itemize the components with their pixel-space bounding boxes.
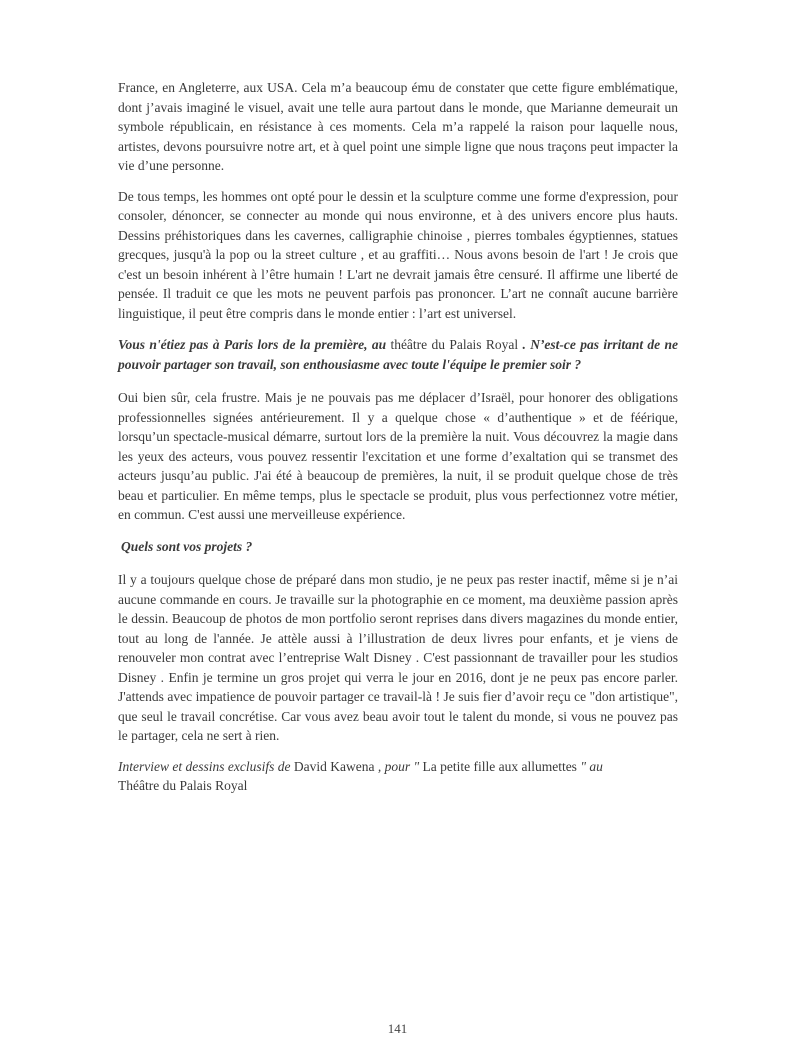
interview-credits xyxy=(118,757,678,796)
credits-prefix: Interview et dessins exclusifs de xyxy=(118,758,291,774)
credits-venue: Théâtre du Palais Royal xyxy=(118,778,248,793)
page-number: 141 xyxy=(387,1021,408,1036)
paragraph-reponse-premiere: Oui bien sûr, cela frustre. Mais je ne pouvais pas me déplacer d’Israël, pour honorer des obligations professionnelles signées antérieurement. Il y a quelque chose « d’authentique » et de féérique, lorsqu’un spectacle-musical démarre, surtout lors de la première la nuit. Vous découvrez la magie dans les yeux des acteurs, vous pouvez ressentir l'excitation et une forme d’exaltation qui se transmet des acteurs jusqu’au public. J'ai été à beaucoup de premières, la nuit, il se produit quelque chose de très beau et particulier. En même temps, plus le spectacle se produit, plus vous perfectionnez votre métier, en commun. C'est aussi une merveilleuse expérience. xyxy=(118,390,678,522)
paragraph-projets: Il y a toujours quelque chose de préparé dans mon studio, je ne peux pas rester inactif, même si je n’ai aucune commande en cours. Je travaille sur la photographie en ce moment, ma deuxième passion après le dessin. Beaucoup de photos de mon portfolio seront reprises dans divers magazines du monde entier, tout au long de l'année. Je attèle aussi à l’illustration de deux livres pour enfants, et je viens de renouveler mon contrat avec l’entreprise Walt Disney . C'est passionnant de travailler pour les studios Disney . Enfin je termine un gros projet qui verra le jour en 2016, dont je ne peux pas encore parler. J'attends avec impatience de pouvoir partager ce travail-là ! Je suis fier d’avoir reçu ce "don artistique", que seul le travail concrétise. Car vous avez beau avoir tout le talent du monde, si vous ne pouvez pas le partager, cela ne sert à rien. xyxy=(118,572,678,743)
paragraph-art-universel: De tous temps, les hommes ont opté pour le dessin et la sculpture comme une forme d'expression, pour consoler, dénoncer, se connecter au monde qui nous environne, et à des univers encore plus hauts. Dessins préhistoriques dans les cavernes, calligraphie chinoise , pierres tombales égyptiennes, statues grecques, jusqu'à la pop ou la street culture , et au graffiti… Nous avons besoin de l'art ! Je crois que c'est un besoin inhérent à l’être humain ! L'art ne devrait jamais être censuré. Il affirme une liberté de pensée. Il traduit ce que les mots ne peuvent parfois pas prononcer. L’art ne connaît aucune barrière linguistique, il peut être compris dans le monde entier : l’art est universel. xyxy=(118,188,678,321)
credits-author: David Kawena xyxy=(290,758,378,774)
question-premiere-part1: Vous n'étiez pas à Paris lors de la première, au xyxy=(118,337,387,352)
question-premiere-venue: théâtre du Palais Royal xyxy=(386,337,523,352)
question-premiere xyxy=(118,335,678,374)
credits-title: La petite fille aux allumettes xyxy=(422,758,577,774)
article-body xyxy=(118,78,678,796)
question-projets: Quels sont vos projets ? xyxy=(121,538,253,554)
paragraph-marianne: France, en Angleterre, aux USA. Cela m’a beaucoup ému de constater que cette figure emblématique, dont j’avais imaginé le visuel, avait une telle aura partout dans le monde, que Marianne demeurait un symbole républicain, en résistance à ces moments. Cela m’a rappelé la raison pour laquelle nous, artistes, devons poursuivre notre art, et à quel point une simple ligne que nous traçons peut impacter la vie d’une personne. xyxy=(118,80,678,173)
credits-pour: , pour " xyxy=(377,758,423,774)
question-premiere-part2: . N’est-ce pas irritant de ne pouvoir partager son travail, son enthousiasme avec toute l'équipe le premier soir ? xyxy=(118,337,678,372)
credits-au: " au xyxy=(576,758,603,774)
